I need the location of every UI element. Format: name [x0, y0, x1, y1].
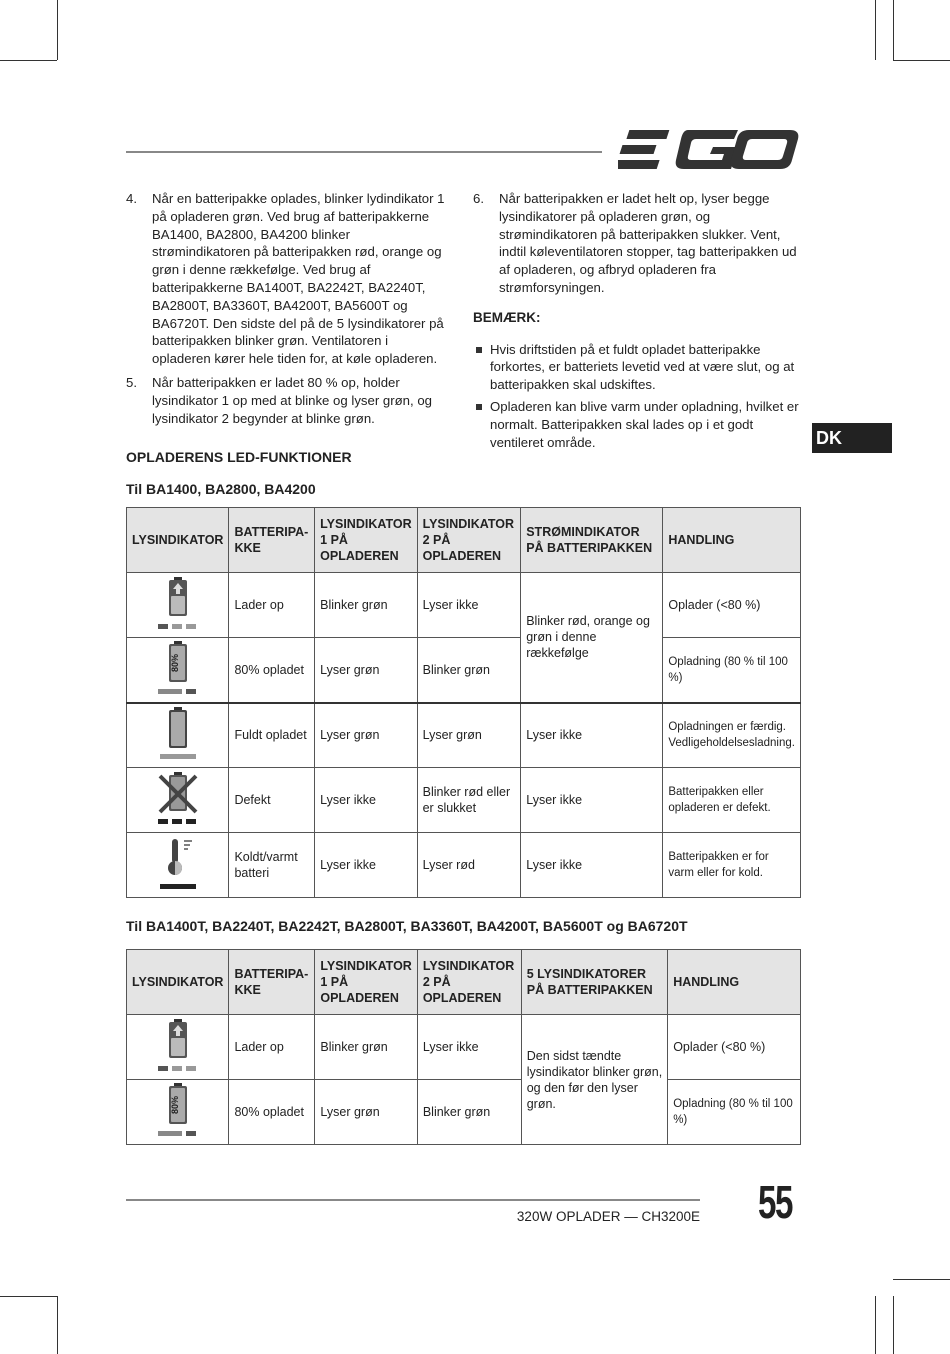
- bullet-square-icon: [473, 398, 490, 451]
- action: Batteripakken er for varm eller for kold.: [663, 833, 801, 898]
- table-row: [127, 573, 801, 638]
- page-number: 55: [758, 1176, 792, 1228]
- item-text: Når batteripakken er ladet helt op, lyser begge lysindikatorer på opladeren grøn, og strømindikatoren på batteripakken slukker. Vent, indtil køleventilatoren stopper, tag batteripakken ud af opladeren, og afbryd opladeren fra strømforsyningen.: [499, 191, 797, 295]
- crop-mark: [893, 60, 950, 61]
- left-column: [126, 190, 446, 433]
- indicator-cell: [127, 768, 229, 833]
- crop-mark: [893, 0, 894, 60]
- indicator-cell: [127, 573, 229, 638]
- crop-mark: [0, 1296, 57, 1297]
- item-number: 4.: [126, 191, 137, 206]
- led2-state: Lyser grøn: [417, 703, 521, 768]
- bullet-square-icon: [473, 341, 490, 394]
- power-indicator-state: Lyser ikke: [521, 833, 663, 898]
- table-row: [127, 703, 801, 768]
- battery-80-icon: [156, 639, 200, 697]
- battery-state: Fuldt opladet: [229, 703, 315, 768]
- battery-state: Defekt: [229, 768, 315, 833]
- item-number: 5.: [126, 374, 137, 390]
- led1-state: Lyser grøn: [315, 1080, 417, 1145]
- table-row: [127, 768, 801, 833]
- led2-state: Blinker grøn: [417, 638, 521, 703]
- list-item: [126, 190, 446, 368]
- column-header: LYSINDIKATOR 1 PÅ OPLADEREN: [315, 508, 417, 573]
- battery-charging-icon: [156, 1017, 200, 1073]
- table-row: [127, 1080, 801, 1145]
- footer-model: 320W OPLADER — CH3200E: [516, 1209, 700, 1224]
- column-header: LYSINDIKATOR 2 PÅ OPLADEREN: [417, 508, 521, 573]
- action: Batteripakken eller opladeren er defekt.: [663, 768, 801, 833]
- column-header: LYSINDIKATOR: [127, 508, 229, 573]
- column-header: BATTERIPA-KKE: [229, 950, 315, 1015]
- table-row: [127, 1015, 801, 1080]
- language-tab: DK: [812, 423, 892, 453]
- header-rule: [126, 151, 602, 153]
- led-table-2: [126, 949, 801, 1145]
- note-bullet: [473, 341, 805, 394]
- table-row: [127, 833, 801, 898]
- indicator-cell: [127, 1080, 229, 1145]
- column-header: STRØMINDIKATOR PÅ BATTERIPAKKEN: [521, 508, 663, 573]
- crop-mark: [875, 1296, 876, 1354]
- led2-state: Lyser ikke: [417, 1015, 521, 1080]
- battery-state: Lader op: [229, 1015, 315, 1080]
- list-item: [126, 374, 446, 427]
- action: Oplader (<80 %): [668, 1015, 801, 1080]
- column-header: HANDLING: [668, 950, 801, 1015]
- column-header: LYSINDIKATOR 1 PÅ OPLADEREN: [315, 950, 417, 1015]
- bullet-text: Opladeren kan blive varm under opladning, hvilket er normalt. Batteripakken skal lades op i et godt ventileret område.: [490, 398, 799, 450]
- crop-mark: [57, 0, 58, 60]
- item-number: 6.: [473, 191, 484, 206]
- bullet-text: Hvis driftstiden på et fuldt opladet batteripakke forkortes, er batteriets levetid ved at være slut, og at batteripakken skal udskiftes.: [490, 341, 795, 393]
- indicator-cell: [127, 1015, 229, 1080]
- indicator-cell: [127, 638, 229, 703]
- ego-logo: [618, 128, 800, 172]
- battery-80-label: 80%: [169, 1095, 180, 1115]
- thermometer-icon: [156, 835, 200, 891]
- crop-mark: [893, 1296, 894, 1354]
- led1-state: Lyser ikke: [315, 833, 417, 898]
- action: Opladningen er færdig. Vedligeholdelsesladning.: [663, 703, 801, 768]
- action: Oplader (<80 %): [663, 573, 801, 638]
- indicator-cell: [127, 703, 229, 768]
- led-section-title: OPLADERENS LED-FUNKTIONER: [126, 449, 352, 465]
- crop-mark: [0, 60, 57, 61]
- item-text: Når batteripakken er ladet 80 % op, holder lysindikator 1 op med at blinke og lyser grøn, og lysindikator 2 begynder at blinke grøn.: [152, 374, 433, 426]
- indicator-cell: [127, 833, 229, 898]
- note-bullet: [473, 398, 805, 451]
- crop-mark: [875, 0, 876, 60]
- crop-mark: [893, 1279, 950, 1280]
- table-header-row: [127, 508, 801, 573]
- led-table-1: [126, 507, 801, 898]
- led2-state: Lyser rød: [417, 833, 521, 898]
- led1-state: Lyser grøn: [315, 703, 417, 768]
- battery-80-icon: [156, 1081, 200, 1139]
- battery-state: 80% opladet: [229, 1080, 315, 1145]
- battery-state: Koldt/varmt batteri: [229, 833, 315, 898]
- led1-state: Lyser ikke: [315, 768, 417, 833]
- battery-full-icon: [156, 705, 200, 761]
- led2-state: Blinker rød eller er slukket: [417, 768, 521, 833]
- power-indicator-state: Lyser ikke: [521, 768, 663, 833]
- column-header: LYSINDIKATOR: [127, 950, 229, 1015]
- battery-leds-state: Den sidst tændte lysindikator blinker grøn, og den før den lyser grøn.: [521, 1015, 667, 1145]
- table-header-row: [127, 950, 801, 1015]
- battery-defect-icon: [156, 770, 200, 826]
- led2-state: Blinker grøn: [417, 1080, 521, 1145]
- table2-title: Til BA1400T, BA2240T, BA2242T, BA2800T, BA3360T, BA4200T, BA5600T og BA6720T: [126, 918, 688, 934]
- battery-state: Lader op: [229, 573, 315, 638]
- table-row: [127, 638, 801, 703]
- led1-state: Blinker grøn: [315, 573, 417, 638]
- action: Opladning (80 % til 100 %): [663, 638, 801, 703]
- table1-title: Til BA1400, BA2800, BA4200: [126, 481, 316, 497]
- battery-80-label: 80%: [169, 653, 180, 672]
- power-indicator-state: Blinker rød, orange og grøn i denne rækkefølge: [521, 573, 663, 703]
- column-header: LYSINDIKATOR 2 PÅ OPLADEREN: [417, 950, 521, 1015]
- item-text: Når en batteripakke oplades, blinker lydindikator 1 på opladeren grøn. Ved brug af batteripakkerne BA1400, BA2800, BA4200 blinker strømindikatoren på batteripakken rød, orange og grøn i denne rækkefølge. Ved brug af batteripakkerne BA1400T, BA2242T, BA2240T, BA2800T, BA3360T, BA4200T, BA5600T og BA6720T. Den sidste del på de 5 lysindikatorer på batteripakken blinker grøn. Ventilatoren i opladeren kører hele tiden for, at køle opladeren.: [152, 191, 445, 367]
- footer-rule: [126, 1199, 700, 1201]
- battery-charging-icon: [156, 575, 200, 631]
- list-item: [473, 190, 805, 297]
- led1-state: Lyser grøn: [315, 638, 417, 703]
- led2-state: Lyser ikke: [417, 573, 521, 638]
- battery-state: 80% opladet: [229, 638, 315, 703]
- right-column: [473, 190, 805, 455]
- led1-state: Blinker grøn: [315, 1015, 417, 1080]
- power-indicator-state: Lyser ikke: [521, 703, 663, 768]
- column-header: HANDLING: [663, 508, 801, 573]
- note-title: BEMÆRK:: [473, 309, 541, 325]
- column-header: 5 LYSINDIKATORER PÅ BATTERIPAKKEN: [521, 950, 667, 1015]
- action: Opladning (80 % til 100 %): [668, 1080, 801, 1145]
- crop-mark: [57, 1296, 58, 1354]
- column-header: BATTERIPA-KKE: [229, 508, 315, 573]
